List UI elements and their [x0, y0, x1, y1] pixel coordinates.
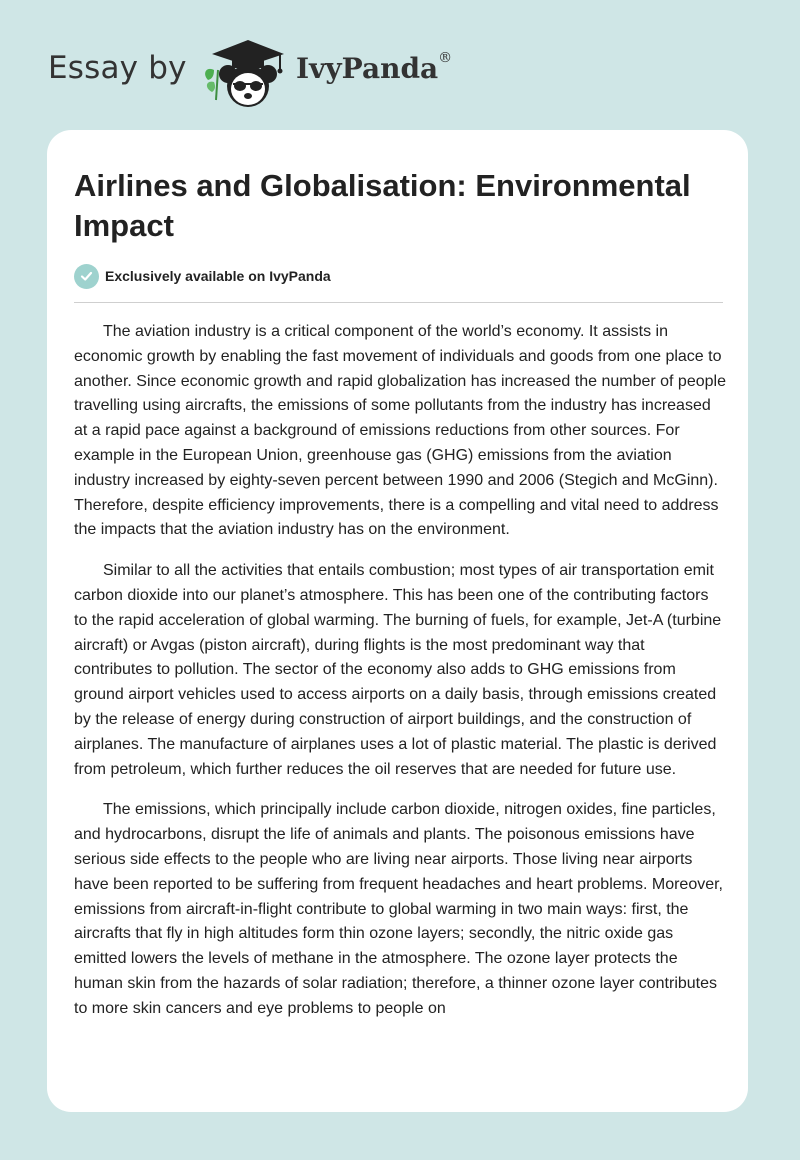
paragraph: The aviation industry is a critical component of the world’s economy. It assists in economic growth by enabling the fast movement of individuals and goods from one place to another. Since economic growth and rapid globalization has increased the number of people travelling using aircrafts, the emissions of some pollutants from the industry has increased at a rapid pace against a background of emissions reductions from other sources. For example in the European Union, greenhouse gas (GHG) emissions from the aviation industry increased by eighty-seven percent between 1990 and 2006 (Stegich and McGinn). Therefore, despite efficiency improvements, there is a compelling and vital need to address the impacts that the aviation industry has on the environment. — [74, 323, 726, 539]
paragraph: Similar to all the activities that entails combustion; most types of air transportation emit carbon dioxide into our planet’s atmosphere. This has been one of the contributing factors to the rapid acceleration of global warming. The burning of fuels, for example, Jet-A (turbine aircraft) or Avgas (piston aircraft), during flights is the most predominant way that contributes to pollution. The sector of the economy also adds to GHG emissions from ground airport vehicles used to access airports on a daily basis, through emissions created by the release of energy during construction of airport buildings, and the construction of airplanes. The manufacture of airplanes uses a lot of plastic material. The plastic is derived from petroleum, which further reduces the oil reserves that are needed for future use. — [74, 562, 722, 778]
badge-label: Exclusively available on IvyPanda — [105, 268, 331, 284]
panda-graduation-cap-logo[interactable] — [200, 36, 292, 108]
essay-body — [74, 320, 726, 1038]
page-title: Airlines and Globalisation: Environmental Impact — [74, 168, 691, 243]
essay-card — [47, 130, 748, 1112]
check-icon — [74, 264, 99, 289]
ivy-leaf-icon — [205, 69, 218, 100]
essay-by-label: Essay by — [48, 50, 187, 86]
brand-text: IvyPanda — [296, 52, 439, 85]
registered-mark: ® — [438, 50, 453, 66]
paragraph: The emissions, which principally include carbon dioxide, nitrogen oxides, fine particles, and hydrocarbons, disrupt the life of animals and plants. The poisonous emissions have serious side effects to the people who are living near airports. Those living near airports have been reported to be suffering from frequent headaches and heart problems. Moreover, emissions from aircraft-in-flight contribute to global warming in two main ways: first, the aircrafts that fly in high altitudes form thin ozone layers; secondly, the nitric oxide gas emitted lowers the levels of methane in the atmosphere. The ozone layer protects the human skin from the hazards of solar radiation; therefore, a thinner ozone layer contributes to more skin cancers and eye problems to people on — [74, 801, 723, 1017]
site-header — [0, 0, 800, 130]
divider — [74, 302, 723, 303]
exclusive-badge — [74, 263, 331, 289]
brand-name[interactable] — [296, 52, 452, 85]
